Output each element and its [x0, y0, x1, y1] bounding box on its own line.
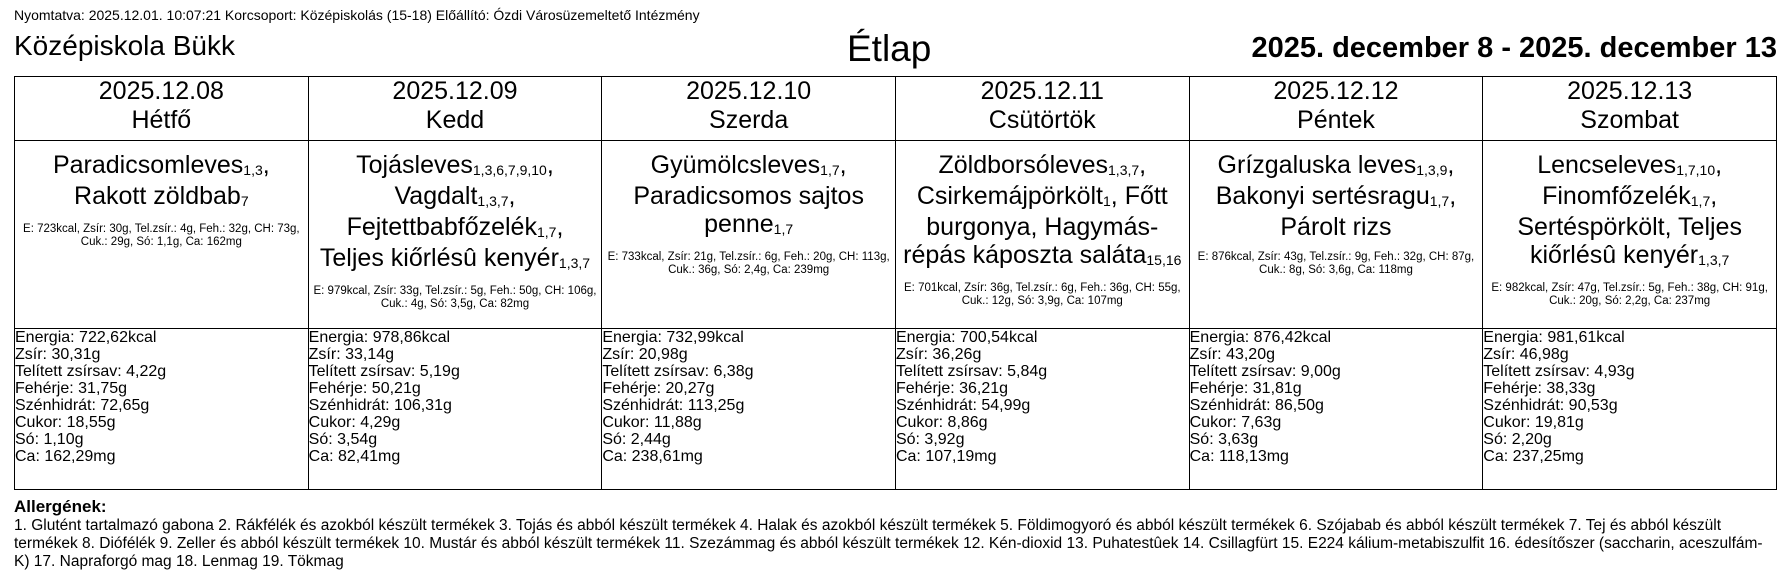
day-date: 2025.12.08 — [98, 77, 224, 105]
nutrition-value: Fehérje: 31,75g — [15, 380, 128, 397]
meal-description — [309, 141, 602, 275]
nutrition-cell — [602, 329, 896, 490]
dish-separator: , — [508, 182, 516, 210]
nutrition-value: Energia: 981,61kcal — [1483, 329, 1625, 346]
nutrition-value: Fehérje: 31,81g — [1189, 380, 1302, 397]
day-weekday: Hétfő — [131, 106, 192, 134]
nutrition-value: Energia: 876,42kcal — [1189, 329, 1332, 346]
nutrition-cell — [308, 329, 602, 490]
nutrition-summary: E: 979kcal, Zsír: 33g, Tel.zsír.: 5g, Feh.: 50g, CH: 106g, Cuk.: 4g, Só: 3,5g, Ca: 82mg — [313, 285, 597, 310]
nutrition-value: Cukor: 11,88g — [602, 414, 702, 431]
allergen-codes: 1,7 — [820, 162, 840, 178]
nutrition-value: Fehérje: 20,27g — [602, 380, 715, 397]
dish-name: Fejtettbabfőzelék — [346, 213, 537, 241]
day-header-cell — [895, 77, 1189, 141]
dish-name: Zöldborsóleves — [938, 151, 1109, 179]
meal-cell — [1189, 141, 1483, 329]
meal-cell — [15, 141, 309, 329]
meal-cell — [308, 141, 602, 329]
allergen-codes: 1,7 — [536, 224, 557, 240]
nutrition-summary: E: 733kcal, Zsír: 21g, Tel.zsír.: 6g, Feh.: 20g, CH: 113g, Cuk.: 36g, Só: 2,4g, Ca: 239mg — [607, 251, 890, 276]
allergen-codes: 7 — [240, 193, 249, 209]
nutrition-value: Telített zsírsav: 4,22g — [15, 363, 167, 380]
nutrition-value: Telített zsírsav: 4,93g — [1483, 363, 1635, 380]
nutrition-value: Cukor: 18,55g — [15, 414, 116, 431]
day-date: 2025.12.13 — [1567, 77, 1693, 105]
dish-name: Paradicsomleves — [52, 151, 244, 179]
nutrition-value: Zsír: 46,98g — [1483, 346, 1569, 363]
day-date: 2025.12.12 — [1273, 77, 1399, 105]
school-name: Középiskola Bükk — [14, 30, 236, 61]
allergen-codes: 1,3 — [243, 162, 263, 178]
nutrition-value: Cukor: 4,29g — [308, 414, 401, 431]
nutrition-value: Ca: 238,61mg — [602, 448, 703, 465]
dish-name: Tojásleves — [356, 151, 473, 179]
print-info: Nyomtatva: 2025.12.01. 10:07:21 Korcsoport: Középiskolás (15-18) Előállító: Ózdi Városüzemeltető Intézmény — [14, 7, 700, 23]
nutrition-value: Fehérje: 38,33g — [1483, 380, 1596, 397]
day-header-row — [15, 77, 1777, 141]
dish-name: Sertéspörkölt, Teljes kiőrlésû kenyér — [1517, 213, 1742, 269]
nutrition-value: Energia: 700,54kcal — [895, 329, 1038, 346]
dish-name: Vagdalt — [394, 182, 478, 210]
nutrition-summary: E: 723kcal, Zsír: 30g, Tel.zsír.: 4g, Feh.: 32g, CH: 73g, Cuk.: 29g, Só: 1,1g, Ca: 162mg — [23, 223, 300, 248]
meal-description — [602, 141, 895, 241]
dish-separator: , — [1449, 182, 1457, 210]
dish-name: Főtt burgonya, Hagymás-répás káposzta saláta — [903, 182, 1168, 269]
dish-name: Finomfőzelék — [1542, 182, 1691, 210]
dish-name: Teljes kiőrlésû kenyér — [319, 244, 559, 272]
nutrition-value: Telített zsírsav: 5,19g — [308, 363, 460, 380]
nutrition-value: Ca: 107,19mg — [895, 448, 997, 465]
nutrition-value: Ca: 162,29mg — [15, 448, 116, 465]
dish-separator: , — [556, 213, 564, 241]
dish-separator: , — [1139, 151, 1147, 179]
dish-separator: , — [1710, 182, 1718, 210]
allergen-codes: 15,16 — [1146, 252, 1182, 268]
allergen-codes: 1,3,7 — [558, 255, 591, 271]
nutrition-value: Energia: 732,99kcal — [602, 329, 744, 346]
dish-name: Párolt rizs — [1280, 213, 1392, 241]
meal-description — [1483, 141, 1776, 272]
meal-description — [896, 141, 1189, 272]
allergen-codes: 1,7 — [773, 221, 794, 237]
nutrition-summary: E: 701kcal, Zsír: 36g, Tel.zsír.: 6g, Feh.: 36g, CH: 55g, Cuk.: 12g, Só: 3,9g, Ca: 107mg — [904, 282, 1181, 307]
page-title: Étlap — [847, 28, 932, 69]
day-header-cell — [602, 77, 896, 141]
meal-cell — [1483, 141, 1777, 329]
meal-cell — [895, 141, 1189, 329]
dish-name: Bakonyi sertésragu — [1215, 182, 1430, 210]
nutrition-cell — [895, 329, 1189, 490]
dish-separator: , — [546, 151, 554, 179]
day-weekday: Szombat — [1580, 106, 1679, 134]
nutrition-value: Cukor: 7,63g — [1189, 414, 1282, 431]
nutrition-value: Ca: 237,25mg — [1483, 448, 1584, 465]
allergen-list: 1. Glutént tartalmazó gabona 2. Rákfélék és azokból készült termékek 3. Tojás és abból készült termékek 4. Halak és azokból készült termékek 5. Földimogyoró és abból készült termékek 6. Szójabab és abból készült termékek 7. Tej és abból készült termékek 8. Diófélék 9. Zeller és abból készült termékek 10. Mustár és abból készült termékek 11. Szezámmag és abból készült termékek 12. Kén-dioxid 13. Puhatestûek 14. Csillagfürt 15. E224 kálium-metabiszulfit 16. édesítőszer (saccharin, aceszulfám-K) 17. Napraforgó mag 18. Lenmag 19. Tökmag — [14, 517, 1763, 570]
nutrition-value: Zsír: 20,98g — [602, 346, 688, 363]
allergen-codes: 1,7 — [1429, 193, 1450, 209]
day-weekday: Szerda — [709, 106, 789, 134]
nutrition-value: Telített zsírsav: 9,00g — [1189, 363, 1341, 380]
nutrition-value: Zsír: 43,20g — [1189, 346, 1275, 363]
allergen-codes: 1 — [1102, 193, 1111, 209]
dish-separator: , — [1715, 151, 1723, 179]
nutrition-value: Só: 3,54g — [308, 431, 378, 448]
nutrition-value: Szénhidrát: 113,25g — [602, 397, 745, 414]
nutrition-value: Só: 2,44g — [602, 431, 671, 448]
dish-name: Grízgaluska leves — [1217, 151, 1417, 179]
nutrition-value: Cukor: 8,86g — [895, 414, 988, 431]
dish-separator: , — [262, 151, 270, 179]
meal-row — [15, 141, 1777, 329]
nutrition-row — [15, 329, 1777, 490]
dish-separator: , — [1447, 151, 1455, 179]
allergen-heading: Allergének: — [14, 497, 107, 516]
dish-separator: , — [1110, 182, 1125, 210]
nutrition-value: Telített zsírsav: 5,84g — [895, 363, 1048, 380]
nutrition-value: Szénhidrát: 90,53g — [1483, 397, 1618, 414]
allergen-codes: 1,3,6,7,9,10 — [472, 162, 547, 178]
day-header-cell — [308, 77, 602, 141]
dish-name: Gyümölcsleves — [650, 151, 821, 179]
nutrition-value: Energia: 722,62kcal — [15, 329, 157, 346]
day-header-cell — [15, 77, 309, 141]
nutrition-value: Só: 3,92g — [895, 431, 965, 448]
nutrition-value: Szénhidrát: 54,99g — [895, 397, 1031, 414]
nutrition-summary: E: 982kcal, Zsír: 47g, Tel.zsír.: 5g, Feh.: 38g, CH: 91g, Cuk.: 20g, Só: 2,2g, Ca: 237mg — [1491, 282, 1768, 307]
meal-cell — [602, 141, 896, 329]
nutrition-value: Cukor: 19,81g — [1483, 414, 1584, 431]
nutrition-value: Energia: 978,86kcal — [308, 329, 451, 346]
nutrition-value: Fehérje: 50,21g — [308, 380, 421, 397]
day-header-cell — [1483, 77, 1777, 141]
nutrition-value: Só: 3,63g — [1189, 431, 1259, 448]
nutrition-value: Szénhidrát: 72,65g — [15, 397, 150, 414]
dish-name: Rakott zöldbab — [74, 182, 241, 210]
nutrition-value: Zsír: 36,26g — [895, 346, 982, 363]
nutrition-value: Só: 2,20g — [1483, 431, 1552, 448]
day-header-cell — [1189, 77, 1483, 141]
allergen-codes: 1,3,7 — [477, 193, 509, 209]
dish-separator: , — [839, 151, 847, 179]
nutrition-value: Zsír: 33,14g — [308, 346, 395, 363]
nutrition-value: Ca: 118,13mg — [1189, 448, 1289, 465]
day-weekday: Péntek — [1297, 106, 1375, 134]
meal-description — [1190, 141, 1483, 241]
allergen-codes: 1,7 — [1690, 193, 1711, 209]
meal-description — [15, 141, 308, 213]
nutrition-value: Zsír: 30,31g — [15, 346, 101, 363]
day-weekday: Kedd — [425, 106, 485, 134]
day-date: 2025.12.10 — [686, 77, 812, 105]
allergen-codes: 1,3,7 — [1698, 252, 1730, 268]
dish-name: Lencseleves — [1537, 151, 1677, 179]
dish-name: Csirkemájpörkölt — [916, 182, 1103, 210]
allergen-codes: 1,3,7 — [1108, 162, 1140, 178]
allergen-codes: 1,7,10 — [1676, 162, 1716, 178]
nutrition-value: Fehérje: 36,21g — [895, 380, 1009, 397]
nutrition-cell — [15, 329, 309, 490]
nutrition-value: Só: 1,10g — [15, 431, 84, 448]
day-weekday: Csütörtök — [988, 106, 1096, 134]
nutrition-value: Szénhidrát: 106,31g — [308, 397, 452, 414]
day-date: 2025.12.11 — [980, 77, 1104, 105]
menu-table — [14, 76, 1777, 490]
date-range: 2025. december 8 - 2025. december 13 — [1251, 32, 1777, 64]
nutrition-summary: E: 876kcal, Zsír: 43g, Tel.zsír.: 9g, Feh.: 32g, CH: 87g, Cuk.: 8g, Só: 3,6g, Ca: 118mg — [1197, 251, 1475, 276]
nutrition-cell — [1189, 329, 1483, 490]
nutrition-value: Szénhidrát: 86,50g — [1189, 397, 1324, 414]
nutrition-value: Ca: 82,41mg — [308, 448, 401, 465]
allergen-codes: 1,3,9 — [1416, 162, 1448, 178]
nutrition-cell — [1483, 329, 1777, 490]
day-date: 2025.12.09 — [392, 77, 518, 105]
nutrition-value: Telített zsírsav: 6,38g — [602, 363, 754, 380]
dish-name: Paradicsomos sajtos penne — [633, 182, 864, 238]
